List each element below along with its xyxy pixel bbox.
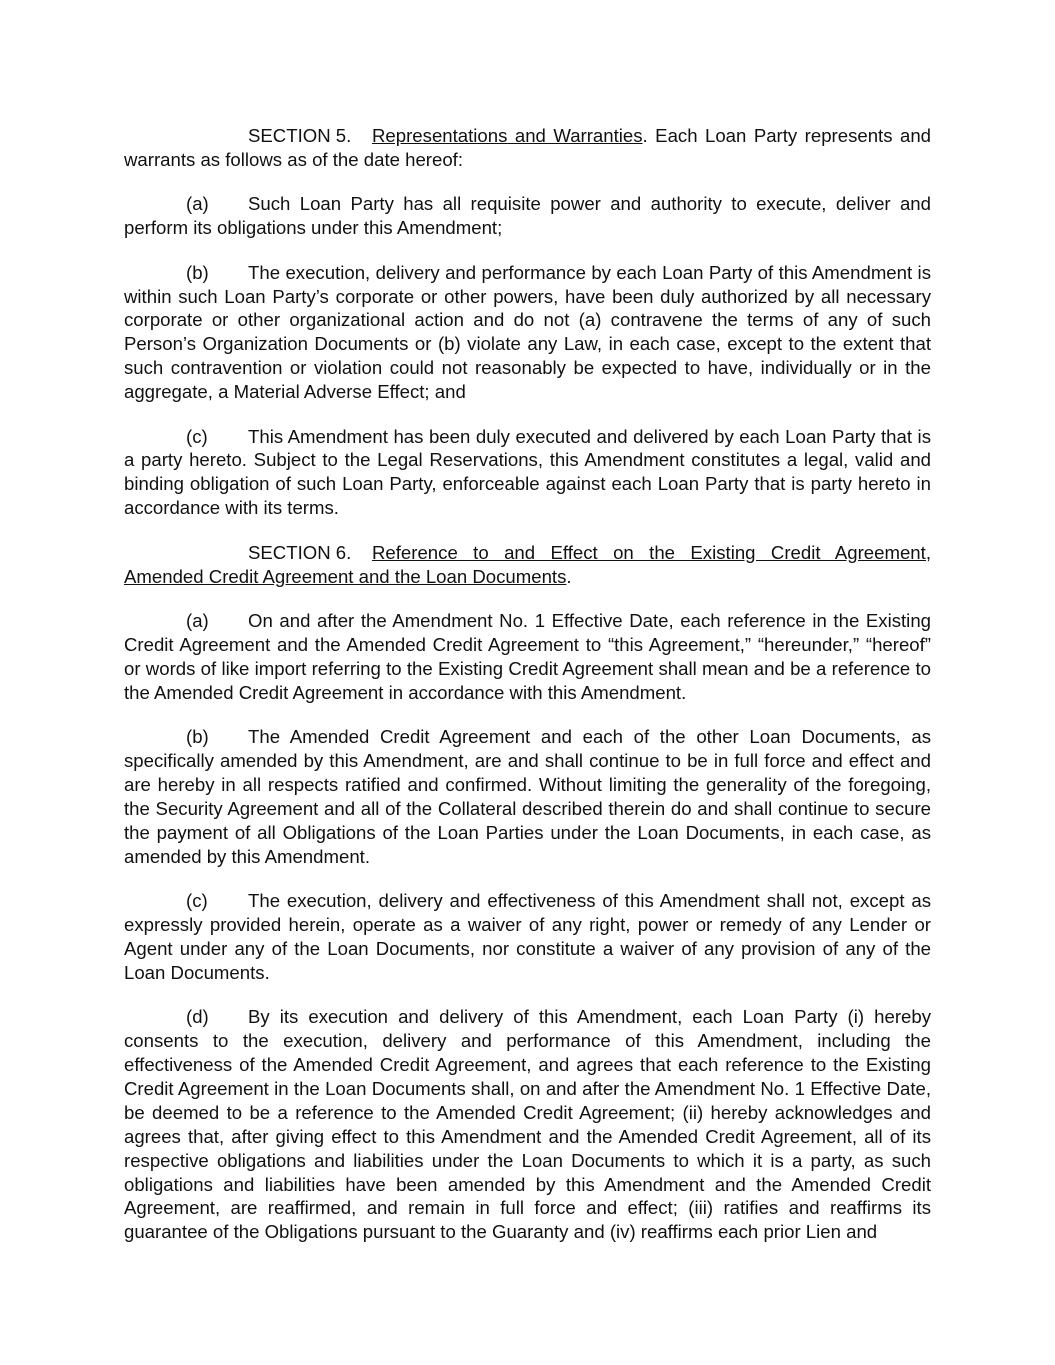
- section-6-number: SECTION 6.: [248, 541, 352, 563]
- section-6-heading: [124, 541, 931, 589]
- section-5-item-b: [124, 261, 931, 404]
- item-text: On and after the Amendment No. 1 Effective Date, each reference in the Existing Credit Agreement and the Amended Credit Agreement to “this Agreement,” “hereunder,” “hereof” or words of like import referring to the Existing Credit Agreement shall mean and be a reference to the Amended Credit Agreement in accordance with this Amendment.: [124, 610, 931, 703]
- item-text: The execution, delivery and performance by each Loan Party of this Amendment is within such Loan Party’s corporate or other powers, have been duly authorized by all necessary corporate or other organizational action and do not (a) contravene the terms of any of such Person’s Organization Documents or (b) violate any Law, in each case, except to the extent that such contravention or violation could not reasonably be expected to have, individually or in the aggregate, a Material Adverse Effect; and: [124, 261, 931, 403]
- document-page: [124, 124, 931, 1265]
- section-6-item-b: [124, 725, 931, 868]
- item-text: This Amendment has been duly executed and delivered by each Loan Party that is a party hereto. Subject to the Legal Reservations, this Amendment constitutes a legal, valid and binding obligation of such Loan Party, enforceable against each Loan Party that is party hereto in accordance with its terms.: [124, 425, 931, 519]
- item-label: (a): [186, 610, 209, 631]
- section-6-item-d: [124, 1005, 931, 1244]
- item-label: (c): [186, 425, 208, 447]
- section-5-item-a: [124, 192, 931, 240]
- section-6-title-end: .: [566, 565, 572, 587]
- section-5-number: SECTION 5.: [248, 125, 352, 146]
- item-label: (b): [186, 726, 209, 748]
- item-text: Such Loan Party has all requisite power and authority to execute, deliver and perform its obligations under this Amendment;: [124, 193, 931, 239]
- item-label: (a): [186, 193, 209, 215]
- item-label: (d): [186, 1006, 209, 1028]
- item-text: The Amended Credit Agreement and each of the other Loan Documents, as specifically amended by this Amendment, are and shall continue to be in full force and effect and are hereby in all respects ratified and confirmed. Without limiting the generality of the foregoing, the Security Agreement and all of the Collateral described therein do and shall continue to secure the payment of all Obligations of the Loan Parties under the Loan Documents, in each case, as amended by this Amendment.: [124, 726, 931, 867]
- section-6-item-a: [124, 609, 931, 705]
- item-text: The execution, delivery and effectiveness of this Amendment shall not, except as expressly provided herein, operate as a waiver of any right, power or remedy of any Lender or Agent under any of the Loan Documents, nor constitute a waiver of any provision of any of the Loan Documents.: [124, 890, 931, 983]
- section-6-item-c: [124, 889, 931, 985]
- item-label: (c): [186, 890, 208, 912]
- section-6-title: Reference to and Effect on the Existing Credit Agreement, Amended Credit Agreement and the Loan Documents: [124, 541, 931, 587]
- item-label: (b): [186, 261, 209, 283]
- section-5-item-c: [124, 425, 931, 521]
- section-5-heading: [124, 124, 931, 172]
- item-text: By its execution and delivery of this Amendment, each Loan Party (i) hereby consents to the execution, delivery and performance of this Amendment, including the effectiveness of the Amended Credit Agreement, and agrees that each reference to the Existing Credit Agreement in the Loan Documents shall, on and after the Amendment No. 1 Effective Date, be deemed to be a reference to the Amended Credit Agreement; (ii) hereby acknowledges and agrees that, after giving effect to this Amendment and the Amended Credit Agreement, all of its respective obligations and liabilities under the Loan Documents to which it is a party, as such obligations and liabilities have been amended by this Amendment and the Amended Credit Agreement, are reaffirmed, and remain in full force and effect; (iii) ratifies and reaffirms its guarantee of the Obligations pursuant to the Guaranty and (iv) reaffirms each prior Lien and: [124, 1006, 931, 1243]
- section-5-intro: . Each Loan Party represents and warrants as follows as of the date hereof:: [124, 125, 931, 170]
- section-5-title: Representations and Warranties: [372, 125, 643, 146]
